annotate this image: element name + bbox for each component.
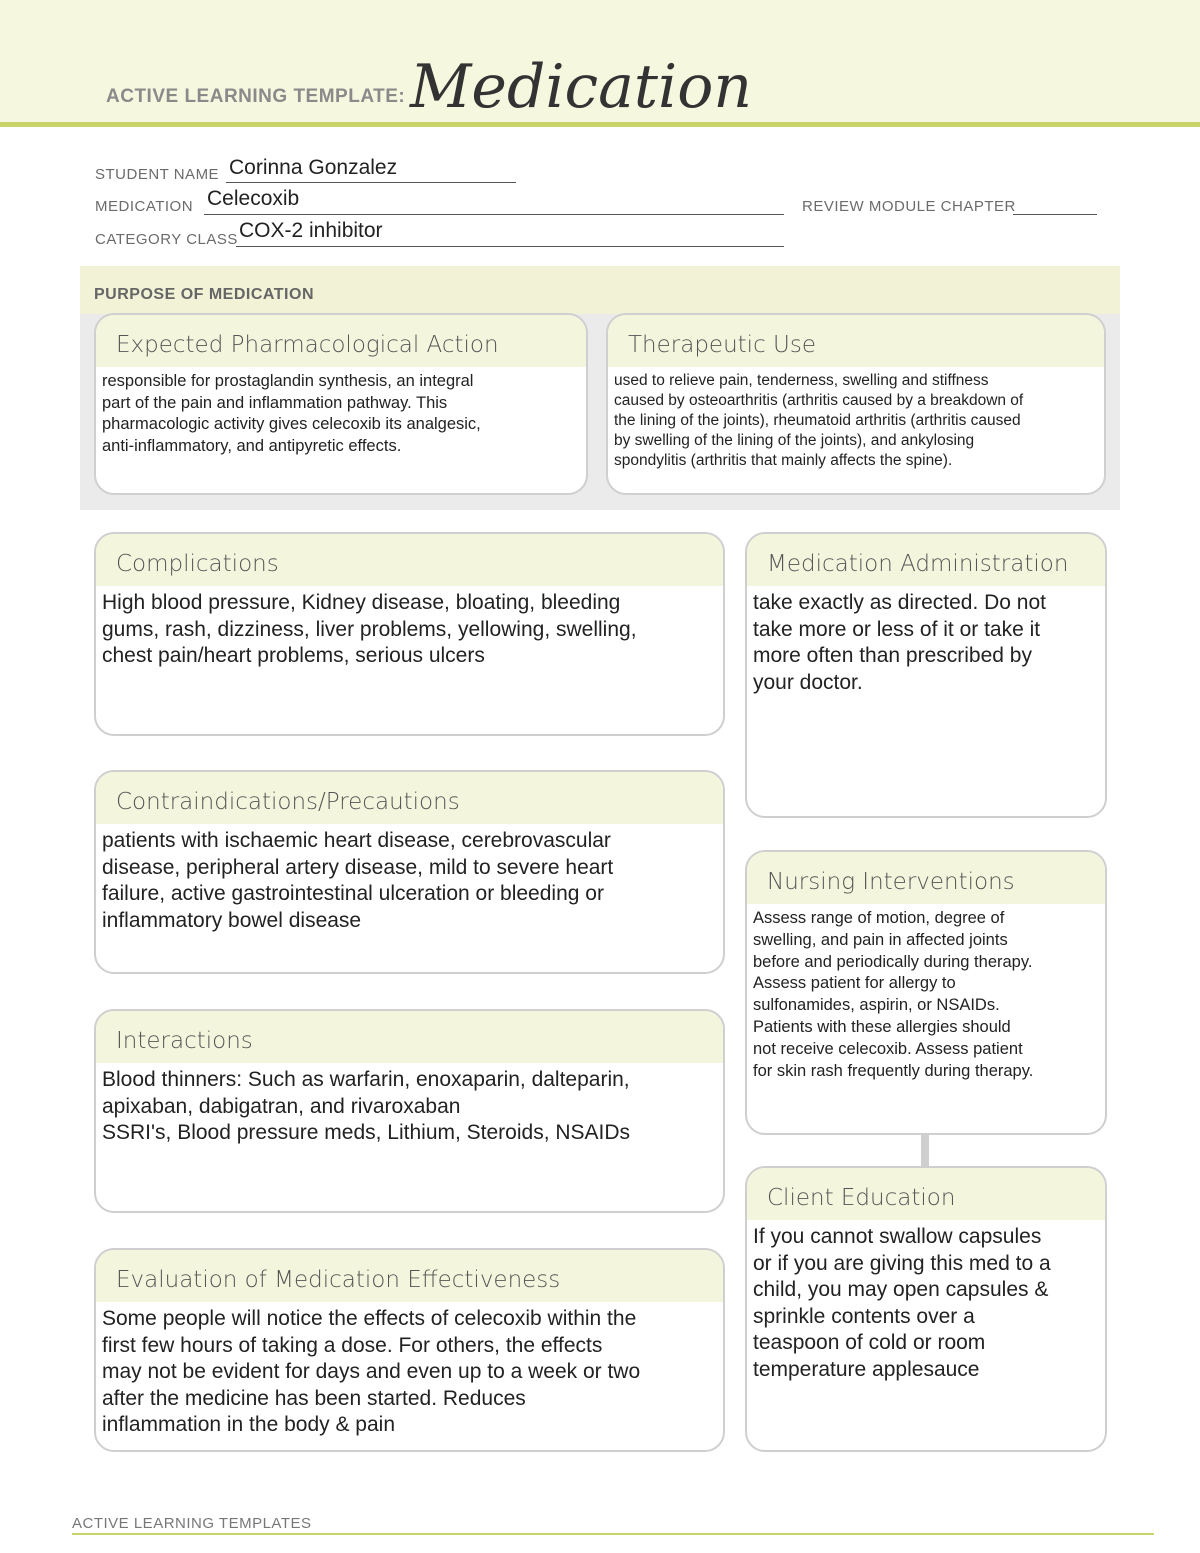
student-name-label: STUDENT NAME: [95, 166, 220, 183]
interactions-text[interactable]: Blood thinners: Such as warfarin, enoxaparin, dalteparin, apixaban, dabigatran, and rivaroxaban SSRI's, Blood pressure meds, Lithium, Steroids, NSAIDs: [102, 1068, 631, 1144]
complications-text[interactable]: High blood pressure, Kidney disease, bloating, bleeding gums, rash, dizziness, liver problems, yellowing, swelling, chest pain/heart problems, serious ulcers: [102, 591, 637, 667]
category-class-line: [236, 246, 784, 247]
therapeutic-use-title: Therapeutic Use: [608, 315, 1104, 367]
therapeutic-use-box: [606, 313, 1106, 495]
pharmacological-action-title: Expected Pharmacological Action: [96, 315, 586, 367]
client-education-text[interactable]: If you cannot swallow capsules or if you are giving this med to a child, you may open capsules & sprinkle contents over a teaspoon of cold or room temperature applesauce: [753, 1225, 1051, 1381]
client-education-box: [745, 1166, 1107, 1452]
category-class-label: CATEGORY CLASS: [95, 231, 238, 248]
pharmacological-action-box: [94, 313, 588, 495]
contraindications-title: Contraindications/Precautions: [96, 772, 723, 824]
interactions-title: Interactions: [96, 1011, 723, 1063]
student-name-field[interactable]: Corinna Gonzalez: [229, 156, 398, 179]
template-label: ACTIVE LEARNING TEMPLATE:: [106, 86, 406, 107]
nursing-interventions-title: Nursing Interventions: [747, 852, 1105, 904]
complications-box: [94, 532, 725, 736]
interactions-box: [94, 1009, 725, 1213]
footer-rule: [72, 1533, 1154, 1535]
nursing-interventions-box: [745, 850, 1107, 1135]
evaluation-title: Evaluation of Medication Effectiveness: [96, 1250, 723, 1302]
medication-label: MEDICATION: [95, 198, 194, 215]
administration-box: [745, 532, 1107, 818]
footer-label: ACTIVE LEARNING TEMPLATES: [72, 1515, 312, 1532]
connector-line: [921, 1133, 929, 1167]
nursing-interventions-text[interactable]: Assess range of motion, degree of swelling, and pain in affected joints before and periodically during therapy. Assess patient for allergy to sulfonamides, aspirin, or NSAIDs. Patients with these allergies should not receive celecoxib. Assess patient for skin rash frequently during therapy.: [753, 909, 1034, 1080]
review-module-line: [1013, 214, 1097, 215]
review-module-label: REVIEW MODULE CHAPTER: [802, 198, 1016, 215]
student-name-line: [226, 182, 516, 183]
administration-title: Medication Administration: [747, 534, 1105, 586]
contraindications-box: [94, 770, 725, 974]
purpose-label: PURPOSE OF MEDICATION: [94, 286, 314, 303]
pharmacological-action-text[interactable]: responsible for prostaglandin synthesis, an integral part of the pain and inflammation pathway. This pharmacologic activity gives celecoxib its analgesic, anti-inflammatory, and antipyretic effects.: [102, 372, 481, 455]
medication-field[interactable]: Celecoxib: [207, 187, 300, 210]
category-class-field[interactable]: COX-2 inhibitor: [239, 219, 383, 242]
administration-text[interactable]: take exactly as directed. Do not take more or less of it or take it more often than prescribed by your doctor.: [753, 591, 1046, 694]
client-education-title: Client Education: [747, 1168, 1105, 1220]
header-rule: [0, 122, 1200, 127]
therapeutic-use-text[interactable]: used to relieve pain, tenderness, swelling and stiffness caused by osteoarthritis (arthritis caused by a breakdown of the lining of the joints), rheumatoid arthritis (arthritis caused by swelling of the lining of the joints), and ankylosing spondylitis (arthritis that mainly affects the spine).: [614, 372, 1024, 469]
medication-line: [204, 214, 784, 215]
page-title: Medication: [410, 52, 752, 122]
complications-title: Complications: [96, 534, 723, 586]
evaluation-box: [94, 1248, 725, 1452]
contraindications-text[interactable]: patients with ischaemic heart disease, cerebrovascular disease, peripheral artery disease, mild to severe heart failure, active gastrointestinal ulceration or bleeding or inflammatory bowel disease: [102, 829, 614, 932]
evaluation-text[interactable]: Some people will notice the effects of celecoxib within the first few hours of taking a dose. For others, the effects may not be evident for days and even up to a week or two after the medicine has been started. Reduces inflammation in the body & pain: [102, 1307, 641, 1436]
